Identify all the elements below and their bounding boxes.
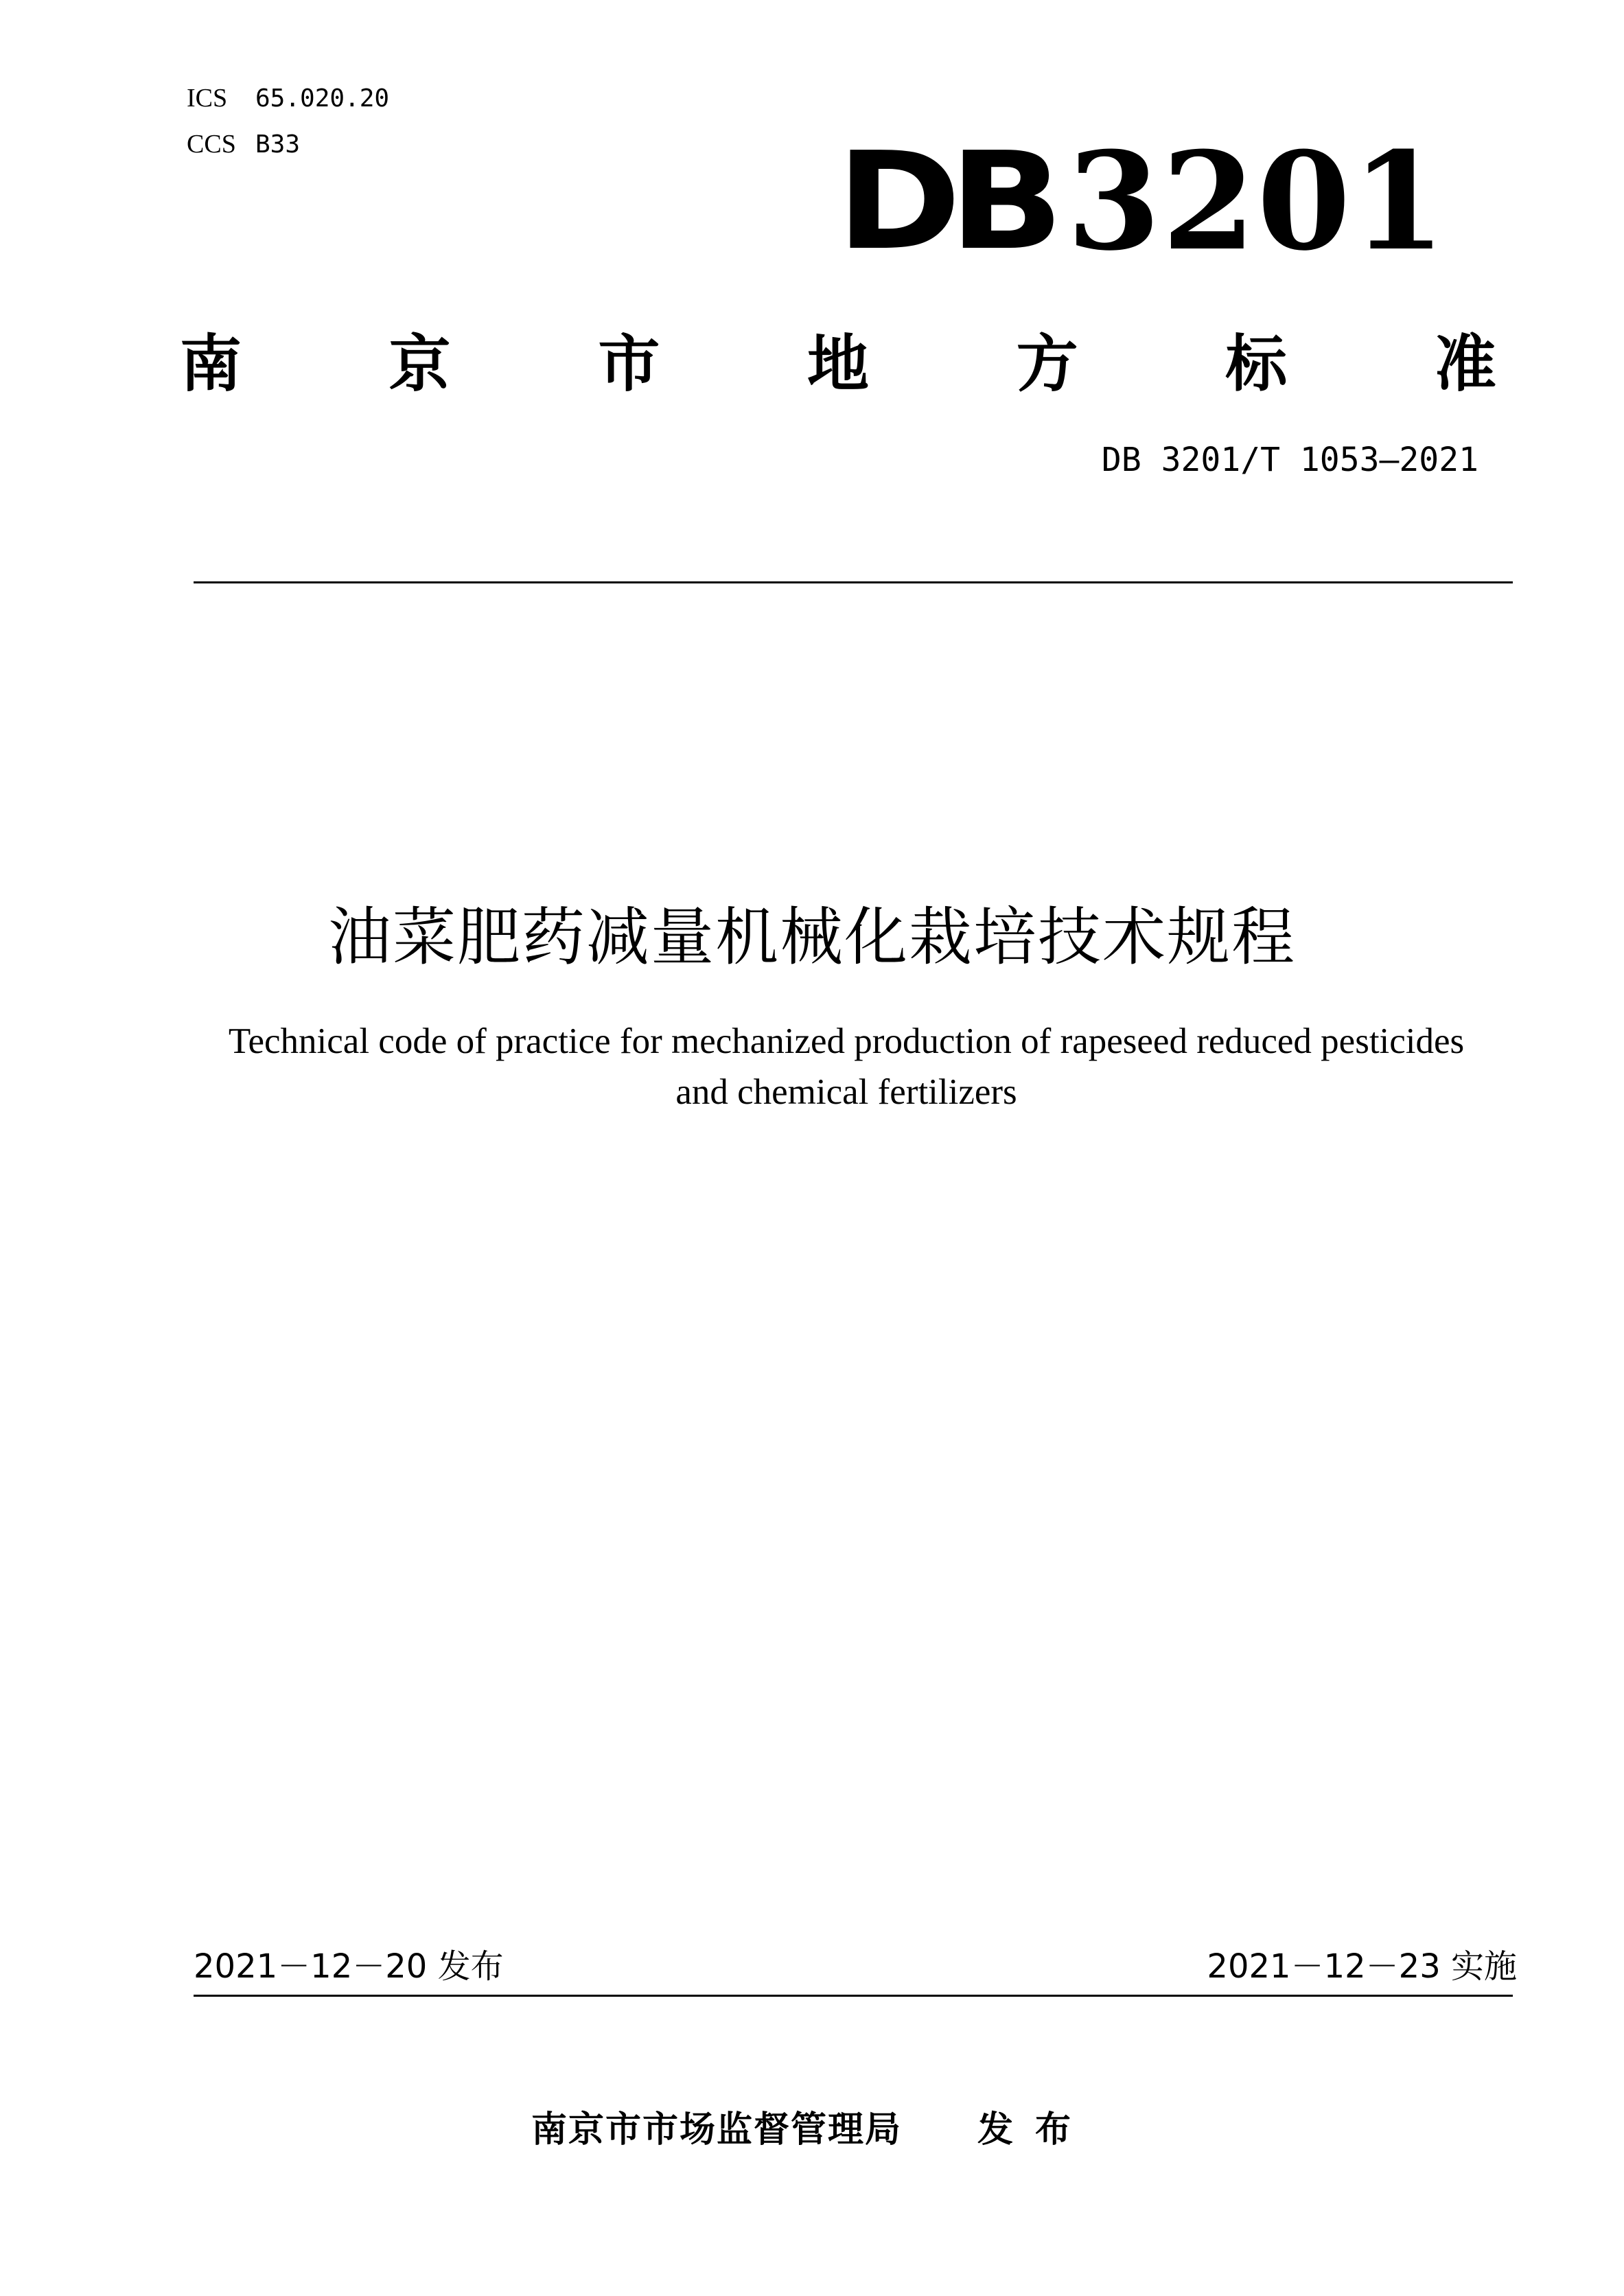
standard-logo xyxy=(836,123,1447,281)
standard-type-char: 方 xyxy=(1016,327,1078,400)
standard-type-char: 标 xyxy=(1225,327,1288,400)
bottom-divider xyxy=(194,1995,1513,1997)
ics-value: 65.020.20 xyxy=(255,84,390,113)
issuer-line xyxy=(0,2100,1624,2152)
standard-type-char: 准 xyxy=(1434,327,1496,400)
standard-type-char: 京 xyxy=(388,327,451,400)
ics-label: ICS xyxy=(187,84,228,113)
ccs-value: B33 xyxy=(255,130,301,159)
ccs-row xyxy=(187,121,389,167)
logo-number: 3201 xyxy=(1067,123,1447,281)
standard-type-char: 南 xyxy=(180,327,242,400)
top-divider xyxy=(194,581,1513,583)
logo-prefix: DB xyxy=(836,124,1052,280)
title-english-line-2: and chemical fertilizers xyxy=(675,1072,1017,1112)
publish-date: 2021－12－20 发布 xyxy=(194,1947,504,1986)
classification-codes xyxy=(187,76,389,167)
effective-date: 2021－12－23 实施 xyxy=(1207,1947,1517,1986)
ccs-label: CCS xyxy=(187,130,236,159)
issuer-name: 南京市市场监督管理局 xyxy=(531,2109,902,2150)
standard-number: DB 3201/T 1053—2021 xyxy=(1101,441,1478,479)
title-chinese: 油菜肥药减量机械化栽培技术规程 xyxy=(327,901,1296,974)
standard-type-char: 地 xyxy=(807,327,869,400)
standard-type-char: 市 xyxy=(598,327,660,400)
issuer-verb: 发布 xyxy=(977,2109,1093,2150)
standard-type-heading xyxy=(180,317,1496,399)
title-english-line-1: Technical code of practice for mechanized production of rapeseed reduced pesticides xyxy=(228,1021,1465,1061)
title-english xyxy=(137,1016,1555,1117)
ics-row xyxy=(187,76,389,121)
